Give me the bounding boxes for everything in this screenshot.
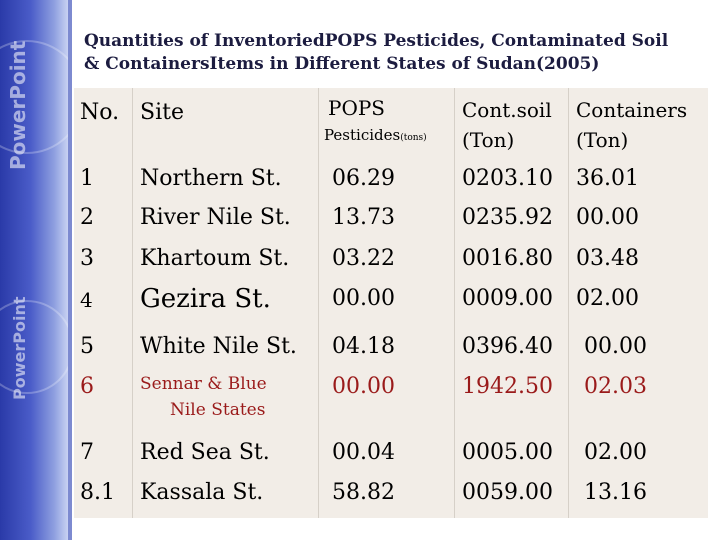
- row-site: White Nile St.: [140, 334, 297, 359]
- column-divider: [454, 88, 455, 518]
- row-no: 1: [80, 166, 94, 191]
- row-no: 7: [80, 440, 94, 465]
- row-soil: 0396.40: [462, 334, 553, 359]
- row-containers: 02.00: [576, 286, 639, 311]
- header-site: Site: [140, 100, 184, 125]
- row-site: Sennar & Blue: [140, 374, 267, 394]
- column-divider: [568, 88, 569, 518]
- row-containers: 02.03: [584, 374, 647, 399]
- row-soil: 0203.10: [462, 166, 553, 191]
- row-site-line2: Nile States: [170, 400, 266, 420]
- row-pops: 00.00: [332, 286, 395, 311]
- slide-title: [84, 30, 714, 76]
- row-no: 5: [80, 334, 94, 359]
- header-pops: POPS: [328, 96, 386, 120]
- row-pops: 03.22: [332, 246, 395, 271]
- column-divider: [132, 88, 133, 518]
- row-soil: 1942.50: [462, 374, 553, 399]
- sidebar-watermark-top: PowerPoint: [6, 40, 30, 170]
- row-containers: 00.00: [584, 334, 647, 359]
- row-soil: 0059.00: [462, 480, 553, 505]
- row-soil: 0235.92: [462, 205, 553, 230]
- row-site: Kassala St.: [140, 480, 264, 505]
- row-site: Red Sea St.: [140, 440, 270, 465]
- row-pops: 00.04: [332, 440, 395, 465]
- row-no: 6: [80, 374, 94, 399]
- row-containers: 36.01: [576, 166, 639, 191]
- data-table: [74, 88, 708, 518]
- header-soil-unit: (Ton): [462, 128, 515, 152]
- row-pops: 00.00: [332, 374, 395, 399]
- header-pops-sub: Pesticides(tons): [324, 126, 427, 144]
- row-no: 8.1: [80, 480, 115, 505]
- row-soil: 0005.00: [462, 440, 553, 465]
- column-divider: [318, 88, 319, 518]
- row-pops: 58.82: [332, 480, 395, 505]
- row-no: 2: [80, 205, 94, 230]
- row-no: 4: [80, 288, 93, 312]
- row-site: River Nile St.: [140, 205, 291, 230]
- title-line-1: Quantities of InventoriedPOPS Pesticides, Contaminated Soil: [84, 31, 669, 51]
- row-containers: 03.48: [576, 246, 639, 271]
- row-site: Gezira St.: [140, 284, 271, 314]
- row-containers: 02.00: [584, 440, 647, 465]
- row-no: 3: [80, 246, 94, 271]
- row-pops: 13.73: [332, 205, 395, 230]
- row-pops: 04.18: [332, 334, 395, 359]
- row-containers: 00.00: [576, 205, 639, 230]
- title-line-2: & ContainersItems in Different States of Sudan(2005): [84, 54, 600, 74]
- header-soil: Cont.soil: [462, 98, 552, 122]
- sidebar-watermark-bottom: PowerPoint: [10, 296, 29, 400]
- row-soil: 0016.80: [462, 246, 553, 271]
- row-containers: 13.16: [584, 480, 647, 505]
- header-containers: Containers: [576, 98, 688, 122]
- header-no: No.: [80, 100, 120, 125]
- row-site: Khartoum St.: [140, 246, 290, 271]
- header-containers-unit: (Ton): [576, 128, 629, 152]
- row-site: Northern St.: [140, 166, 282, 191]
- row-soil: 0009.00: [462, 286, 553, 311]
- decorative-sidebar: [0, 0, 68, 540]
- row-pops: 06.29: [332, 166, 395, 191]
- sidebar-divider: [68, 0, 72, 540]
